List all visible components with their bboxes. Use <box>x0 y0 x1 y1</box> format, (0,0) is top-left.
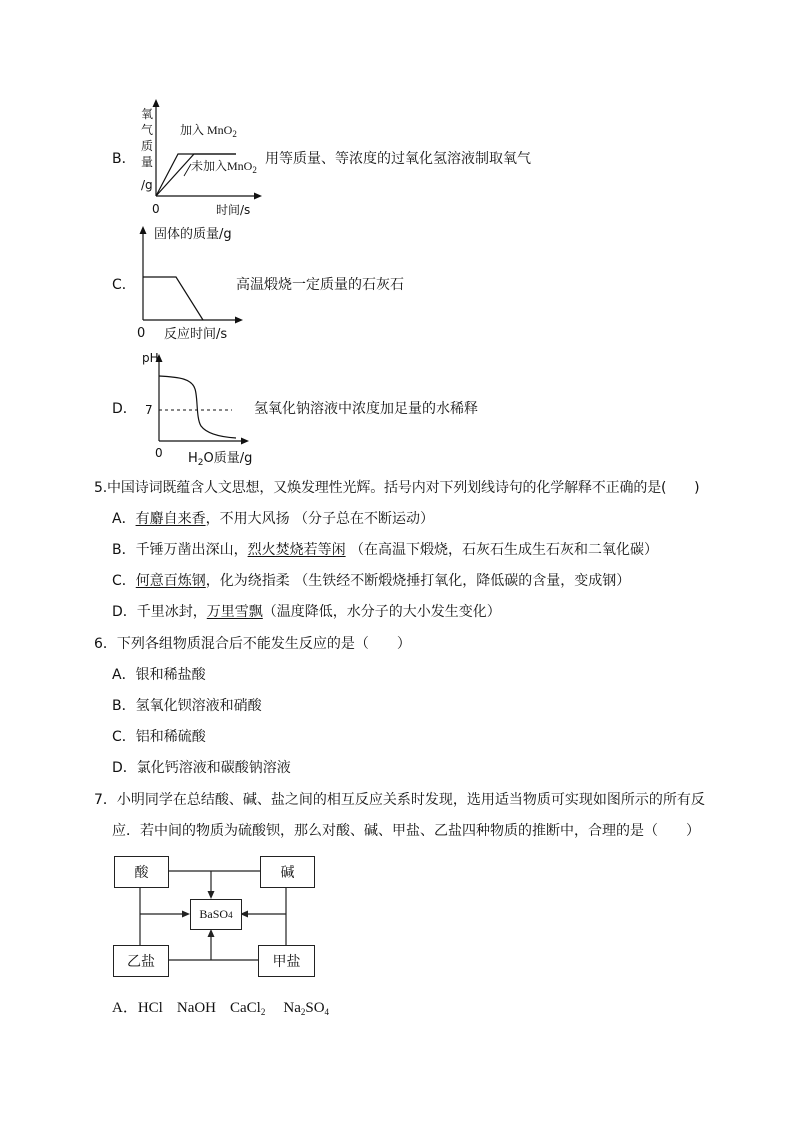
q4-optC-letter: C． <box>112 277 136 293</box>
q7-box-salt-b: 乙盐 <box>113 945 169 977</box>
q4-optB-xlabel: 时间/s <box>216 203 251 217</box>
svg-text:质: 质 <box>141 139 154 153</box>
q7-box-base: 碱 <box>260 856 315 888</box>
q4-optC-xlabel: 反应时间/s <box>164 327 228 342</box>
q4-optC-origin: 0 <box>137 326 146 341</box>
q5-option-a: A．有麝自来香，不用大风扬 （分子总在不断运动） <box>112 511 435 527</box>
q7-box-acid: 酸 <box>114 856 169 888</box>
q7-option-a-cacl2: CaCl$_2$ <box>230 1000 266 1017</box>
q4-optD-description: 氢氧化钠溶液中浓度加足量的水稀释 <box>254 401 478 417</box>
q4-optD-ylabel: pH <box>142 351 159 365</box>
q5-option-c: C．何意百炼钢，化为绕指柔 （生铁经不断煅烧捶打氧化，降低碳的含量，变成钢） <box>112 573 631 589</box>
q7-stem-line2: 应．若中间的物质为硫酸钡，那么对酸、碱、甲盐、乙盐四种物质的推断中，合理的是（ ） <box>112 823 700 839</box>
q7-arrow-bottom <box>208 929 215 937</box>
q4-optD-letter: D． <box>112 401 137 417</box>
q5-option-b: B．千锤万凿出深山，烈火焚烧若等闲 （在高温下煅烧，石灰石生成生石灰和二氧化碳） <box>112 542 659 558</box>
q5-option-d: D．千里冰封，万里雪飘（温度降低，水分子的大小发生变化） <box>112 604 501 620</box>
svg-text:量: 量 <box>141 155 154 169</box>
q4-optD-origin: 0 <box>155 446 163 460</box>
q7-option-a-na2so4: $Na_2SO_4$ <box>283 1000 330 1017</box>
q4-optC-description: 高温煅烧一定质量的石灰石 <box>236 277 404 293</box>
q4-optD-xlabel: $H_2O$质量/g <box>188 451 253 468</box>
q6-stem: 6．下列各组物质混合后不能发生反应的是（ ） <box>94 636 411 652</box>
q7-option-a-naoh: NaOH <box>176 1000 217 1016</box>
q4-optB-label-with-mno2: 加入 MnO$_2$ <box>180 123 237 139</box>
q4-optB-description: 用等质量、等浓度的过氧化氢溶液制取氧气 <box>265 151 531 167</box>
svg-text:气: 气 <box>141 123 154 137</box>
q4-optC-ylabel: 固体的质量/g <box>154 227 232 242</box>
q7-box-baso4: BaSO 4 <box>190 899 242 930</box>
q6-option-d: D．氯化钙溶液和碳酸钠溶液 <box>112 760 291 776</box>
q4-optB-origin: 0 <box>152 202 160 216</box>
q6-option-b: B．氢氧化钡溶液和硝酸 <box>112 698 262 714</box>
q7-option-a-hcl: HCl <box>137 1000 163 1016</box>
q7-option-a-letter: A． <box>112 1000 138 1016</box>
q7-stem-line1: 7．小明同学在总结酸、碱、盐之间的相互反应关系时发现，选用适当物质可实现如图所示的所有反 <box>94 792 705 808</box>
svg-text:氧: 氧 <box>141 107 154 121</box>
q4-optB-letter: B． <box>112 151 136 167</box>
q6-option-a: A．银和稀盐酸 <box>112 667 206 683</box>
q7-box-salt-a: 甲盐 <box>258 945 315 977</box>
q7-arrow-top <box>208 891 215 899</box>
q6-option-c: C．铝和稀硫酸 <box>112 729 206 745</box>
q5-stem: 5.中国诗词既蕴含人文思想，又焕发理性光辉。括号内对下列划线诗句的化学解释不正确的是( ) <box>94 480 700 496</box>
svg-text:/g: /g <box>141 178 153 192</box>
q7-option-a <box>112 996 329 1017</box>
q4-optD-tick-7: 7 <box>145 403 153 417</box>
q7-arrow-left <box>182 911 190 918</box>
q4-optB-label-without-mno2: 未加入MnO$_2$ <box>191 159 257 175</box>
